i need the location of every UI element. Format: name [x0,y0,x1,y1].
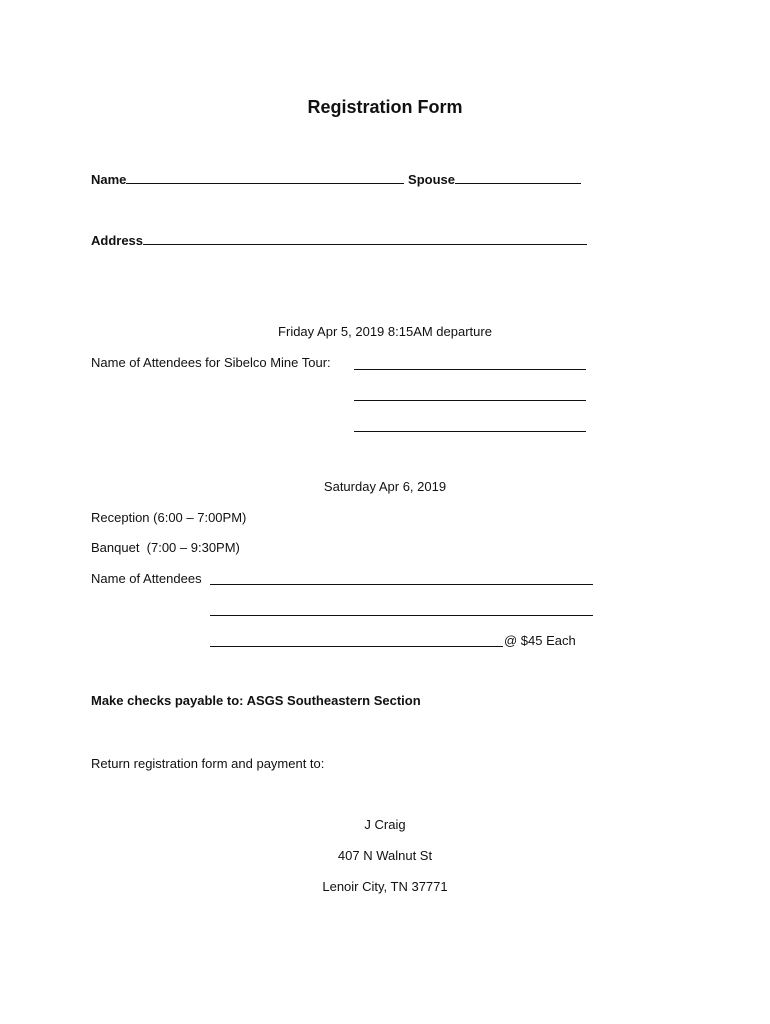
recipient-city: Lenoir City, TN 37771 [322,879,448,894]
recipient-street: 407 N Walnut St [337,848,433,863]
banquet-time: Banquet (7:00 – 9:30PM) [91,540,240,555]
name-spouse-row [91,171,581,188]
banquet-attendee-line-1[interactable] [210,584,593,585]
address-field[interactable] [143,232,587,245]
friday-heading: Friday Apr 5, 2019 8:15AM departure [278,324,492,339]
form-title: Registration Form [307,97,463,117]
name-field[interactable] [126,171,404,184]
banquet-price: @ $45 Each [504,633,576,648]
reception-time: Reception (6:00 – 7:00PM) [91,510,247,525]
saturday-heading: Saturday Apr 6, 2019 [323,479,447,494]
checks-payable-note: Make checks payable to: ASGS Southeastern Section [91,693,421,708]
mine-tour-attendee-line-2[interactable] [354,400,586,401]
banquet-attendee-line-3[interactable] [210,646,503,647]
name-label: Name [91,172,127,187]
mine-tour-attendee-line-1[interactable] [354,369,586,370]
return-instructions: Return registration form and payment to: [91,756,325,771]
banquet-attendees-label: Name of Attendees [91,571,202,586]
mine-tour-attendee-line-3[interactable] [354,431,586,432]
banquet-attendee-line-2[interactable] [210,615,593,616]
address-row [91,232,587,249]
spouse-field[interactable] [455,171,581,184]
mine-tour-attendees-label: Name of Attendees for Sibelco Mine Tour: [91,355,331,370]
spouse-label: Spouse [408,172,456,187]
address-label: Address [91,233,144,248]
recipient-name: J Craig [364,817,406,832]
